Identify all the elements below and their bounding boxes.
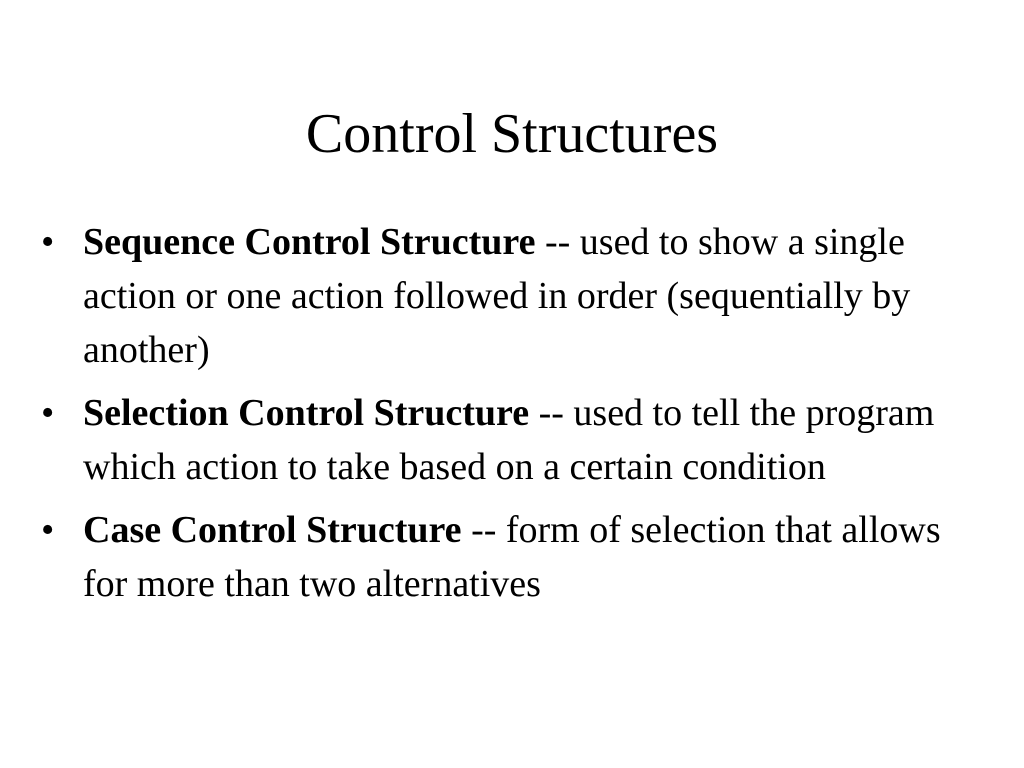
bullet-icon: • bbox=[41, 509, 55, 551]
bullet-list bbox=[41, 215, 981, 620]
bullet-icon: • bbox=[41, 221, 55, 263]
bullet-description: -- form of selection that allows for more than two alternatives bbox=[83, 509, 941, 605]
bullet-item-selection bbox=[41, 386, 981, 494]
bullet-term: Selection Control Structure bbox=[83, 392, 530, 434]
bullet-term: Case Control Structure bbox=[83, 509, 462, 551]
bullet-icon: • bbox=[41, 392, 55, 434]
bullet-item-sequence bbox=[41, 215, 981, 377]
bullet-description: -- used to tell the program which action to take based on a certain condition bbox=[83, 392, 935, 488]
bullet-item-case bbox=[41, 503, 981, 611]
bullet-term: Sequence Control Structure bbox=[83, 221, 536, 263]
bullet-description: -- used to show a single action or one action followed in order (sequentially by another) bbox=[83, 221, 911, 371]
slide-title: Control Structures bbox=[305, 103, 719, 165]
